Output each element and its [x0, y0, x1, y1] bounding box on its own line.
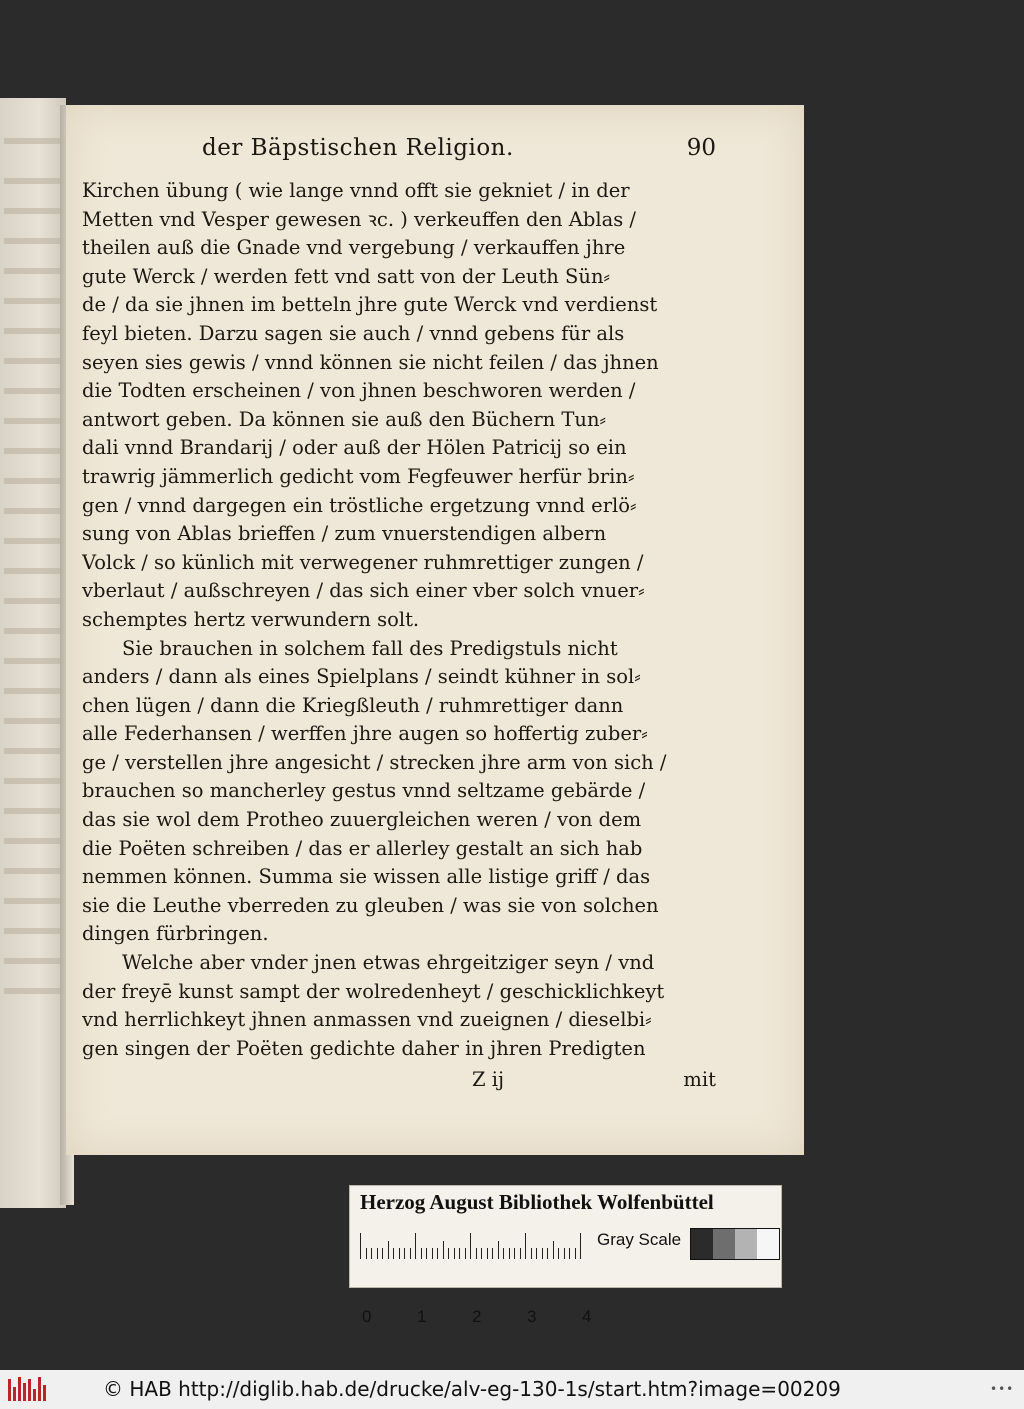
ruler-tick — [536, 1248, 537, 1259]
catchword: mit — [683, 1068, 716, 1092]
text-line: Volck / so künlich mit verwegener ruhmrettiger zungen / — [82, 550, 644, 574]
color-calibration-card — [349, 1185, 782, 1326]
ruler-tick — [487, 1248, 488, 1259]
body-text — [82, 177, 722, 1063]
logo-bar — [43, 1385, 46, 1401]
ruler-tick — [399, 1248, 400, 1259]
ruler-label: 2 — [472, 1307, 482, 1326]
text-line: brauchen so mancherley gestus vnnd seltzame gebärde / — [82, 779, 646, 803]
ruler-tick — [371, 1248, 372, 1259]
ruler-tick — [498, 1241, 499, 1259]
text-line: der freyē kunst sampt der wolredenheyt / geschicklichkeyt — [82, 979, 665, 1003]
ruler-label: 4 — [582, 1307, 592, 1326]
gray-chip — [735, 1229, 757, 1259]
text-line: sie die Leuthe vberreden zu gleuben / was sie von solchen — [82, 893, 659, 917]
ruler-tick — [553, 1241, 554, 1259]
logo-bar — [13, 1387, 16, 1401]
ruler-tick — [415, 1233, 416, 1259]
hab-logo-icon — [8, 1377, 46, 1401]
gray-chip — [713, 1229, 735, 1259]
text-line: dali vnnd Brandarij / oder auß der Hölen Patricij so ein — [82, 436, 627, 460]
paragraph — [82, 949, 722, 1063]
ruler-label: 1 — [417, 1307, 427, 1326]
text-line: gen singen der Poëten gedichte daher in jhren Predigten — [82, 1036, 646, 1060]
book-page — [66, 105, 804, 1155]
ruler-tick — [492, 1248, 493, 1259]
ruler-tick — [388, 1241, 389, 1259]
page-text — [82, 135, 722, 1095]
ruler-tick — [542, 1248, 543, 1259]
logo-bar — [18, 1377, 21, 1401]
text-line: schemptes hertz verwundern solt. — [82, 607, 420, 631]
text-line: nemmen können. Summa sie wissen alle listige griff / das — [82, 865, 651, 889]
logo-bar — [38, 1377, 41, 1401]
ruler-tick — [459, 1248, 460, 1259]
ruler-tick — [404, 1248, 405, 1259]
copyright-url[interactable]: © HAB http://diglib.hab.de/drucke/alv-eg-130-1s/start.htm?image=00209 — [103, 1377, 841, 1401]
ruler-tick — [377, 1248, 378, 1259]
text-line: vberlaut / außschreyen / das sich einer vber solch vnuer⸗ — [82, 579, 645, 603]
paragraph — [82, 177, 722, 635]
ruler-label: 0 — [362, 1307, 372, 1326]
text-line: sung von Ablas brieffen / zum vnuerstendigen albern — [82, 522, 607, 546]
logo-bar — [28, 1379, 31, 1401]
ruler-tick — [525, 1233, 526, 1259]
ruler-tick — [580, 1233, 581, 1259]
text-line: gute Werck / werden fett vnd satt von der Leuth Sün⸗ — [82, 264, 611, 288]
ruler-tick — [382, 1248, 383, 1259]
ruler-tick — [410, 1248, 411, 1259]
ruler-tick — [520, 1248, 521, 1259]
text-line: alle Federhansen / werffen jhre augen so hoffertig zuber⸗ — [82, 722, 648, 746]
ruler-tick — [421, 1248, 422, 1259]
ruler-tick — [476, 1248, 477, 1259]
ruler-tick — [432, 1248, 433, 1259]
signature-mark: Z ij — [472, 1068, 505, 1092]
text-line: Sie brauchen in solchem fall des Predigstuls nicht — [122, 636, 618, 660]
text-line: die Poëten schreiben / das er allerley gestalt an sich hab — [82, 836, 643, 860]
ruler-tick — [503, 1248, 504, 1259]
ruler-tick — [443, 1241, 444, 1259]
text-line: ge / verstellen jhre angesicht / strecken jhre arm von sich / — [82, 750, 667, 774]
text-line: gen / vnnd dargegen ein tröstliche ergetzung vnnd erlö⸗ — [82, 493, 637, 517]
logo-bar — [33, 1389, 36, 1401]
ruler-tick — [470, 1233, 471, 1259]
running-title: der Bäpstischen Religion. — [202, 135, 514, 161]
ruler-tick — [454, 1248, 455, 1259]
text-line: de / da sie jhnen im betteln jhre gute Werck vnd verdienst — [82, 293, 658, 317]
text-line: Metten vnd Vesper gewesen ꝛc. ) verkeuffen den Ablas / — [82, 207, 636, 231]
ruler-tick — [531, 1248, 532, 1259]
text-line: dingen fürbringen. — [82, 922, 269, 946]
text-line: die Todten erscheinen / von jhnen beschworen werden / — [82, 379, 636, 403]
ruler-tick — [564, 1248, 565, 1259]
ruler-tick — [514, 1248, 515, 1259]
text-line: feyl bieten. Darzu sagen sie auch / vnnd gebens für als — [82, 321, 625, 345]
measurement-ruler — [360, 1231, 592, 1326]
text-line: theilen auß die Gnade vnd vergebung / verkauffen jhre — [82, 236, 626, 260]
gray-scale-chips — [690, 1228, 780, 1260]
text-line: vnd herrlichkeyt jhnen anmassen vnd zueignen / dieselbi⸗ — [82, 1008, 652, 1032]
ruler-tick — [569, 1248, 570, 1259]
ruler-tick — [426, 1248, 427, 1259]
ruler-tick — [366, 1248, 367, 1259]
text-line: chen lügen / dann die Kriegßleuth / ruhmrettiger dann — [82, 693, 624, 717]
viewer-footer — [0, 1370, 1024, 1409]
left-page-edge — [0, 98, 66, 1208]
ruler-tick — [575, 1248, 576, 1259]
text-line: Kirchen übung ( wie lange vnnd offt sie gekniet / in der — [82, 179, 630, 202]
gray-scale-label: Gray Scale — [597, 1230, 682, 1249]
more-icon[interactable]: ••• — [990, 1382, 1015, 1396]
text-line: seyen sies gewis / vnnd können sie nicht feilen / das jhnen — [82, 350, 659, 374]
ruler-tick — [509, 1248, 510, 1259]
paragraph — [82, 635, 722, 950]
institution-name: Herzog August Bibliothek Wolfenbüttel — [360, 1190, 714, 1214]
gray-chip — [691, 1229, 713, 1259]
ruler-tick — [448, 1248, 449, 1259]
logo-bar — [23, 1383, 26, 1401]
ruler-tick — [393, 1248, 394, 1259]
text-line: trawrig jämmerlich gedicht vom Fegfeuwer herfür brin⸗ — [82, 464, 635, 488]
text-line: antwort geben. Da können sie auß den Büchern Tun⸗ — [82, 407, 607, 431]
ruler-tick — [465, 1248, 466, 1259]
ruler-tick — [547, 1248, 548, 1259]
text-line: Welche aber vnder jnen etwas ehrgeitziger seyn / vnd — [122, 951, 655, 975]
page-number: 90 — [686, 135, 716, 161]
ruler-tick — [481, 1248, 482, 1259]
gray-chip — [757, 1229, 779, 1259]
text-line: das sie wol dem Protheo zuuergleichen weren / von dem — [82, 808, 642, 832]
ruler-tick — [558, 1248, 559, 1259]
ruler-tick — [360, 1233, 361, 1259]
ruler-tick — [437, 1248, 438, 1259]
running-head — [82, 135, 722, 177]
ruler-label: 3 — [527, 1307, 537, 1326]
page-foot — [82, 1065, 722, 1095]
text-line: anders / dann als eines Spielplans / seindt kühner in sol⸗ — [82, 665, 641, 689]
logo-bar — [8, 1379, 11, 1401]
